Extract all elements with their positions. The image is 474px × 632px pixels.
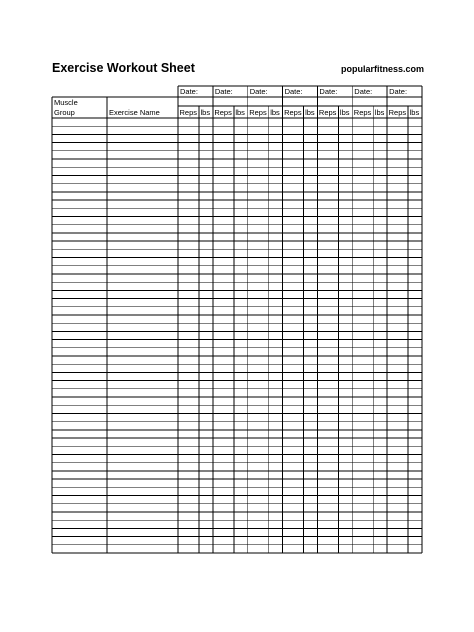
lbs-header: lbs <box>270 108 280 117</box>
date-label: Date: <box>389 87 408 96</box>
muscle-group-header: Group <box>54 108 75 117</box>
date-label: Date: <box>180 87 198 96</box>
reps-header: Reps <box>353 108 372 117</box>
date-label: Date: <box>354 87 373 96</box>
reps-header: Reps <box>388 108 407 117</box>
muscle-group-header: Muscle <box>54 98 78 107</box>
reps-header: Reps <box>214 108 232 117</box>
reps-header: Reps <box>249 108 267 117</box>
date-label: Date: <box>284 87 303 96</box>
site-url: popularfitness.com <box>341 64 425 74</box>
date-label: Date: <box>214 87 233 96</box>
reps-header: Reps <box>179 108 198 117</box>
lbs-header: lbs <box>339 108 350 117</box>
lbs-header: lbs <box>409 108 420 117</box>
lbs-header: lbs <box>235 108 245 117</box>
date-label: Date: <box>319 87 338 96</box>
lbs-header: lbs <box>200 108 211 117</box>
sheet-title: Exercise Workout Sheet <box>52 61 195 75</box>
exercise-name-header: Exercise Name <box>109 108 160 117</box>
lbs-header: lbs <box>374 108 385 117</box>
reps-header: Reps <box>318 108 337 117</box>
date-label: Date: <box>249 87 268 96</box>
reps-header: Reps <box>284 108 302 117</box>
lbs-header: lbs <box>305 108 315 117</box>
